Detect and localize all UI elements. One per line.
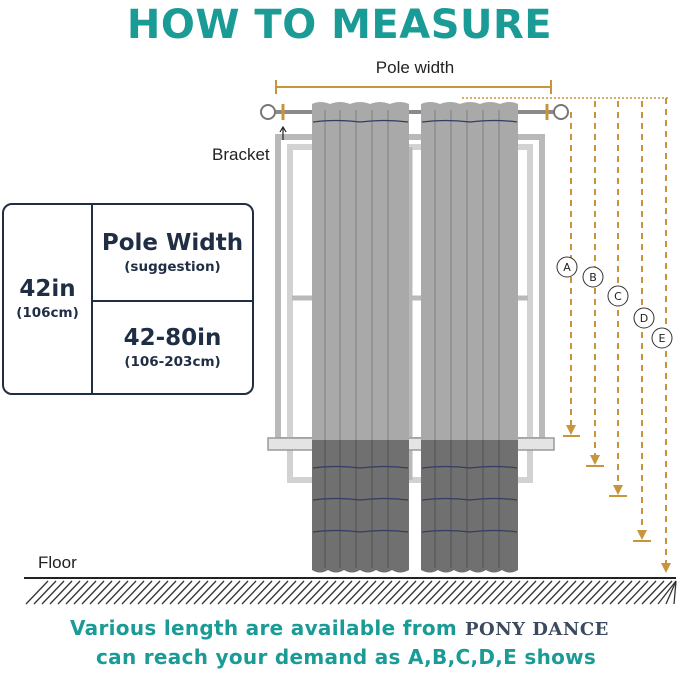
marker-c-label: C [614,290,622,303]
curtain-width-metric: (106cm) [16,305,79,321]
floor [24,578,676,604]
spec-cell-curtain-width [4,205,91,393]
spec-cell-pole-width-header [93,205,252,300]
marker-b-label: B [589,271,597,284]
marker-d-label: D [639,312,649,325]
right-curtain-panel [421,102,518,573]
page-title: HOW TO MEASURE [126,2,553,48]
rod-finial-left [261,105,275,119]
pole-width-heading: Pole Width [101,229,244,256]
left-curtain-panel [312,102,409,573]
pole-width-dimension [276,80,551,94]
marker-a-label: A [563,261,571,274]
brand-name: PONY DANCE [465,619,609,640]
marker-e-label: E [658,332,666,345]
curtain-width-value: 42in [19,276,76,302]
curtain-rod [261,104,568,120]
pole-width-suggestion: (suggestion) [124,258,221,275]
pole-width-range-metric: (106-203cm) [124,353,221,370]
footer-line-1: Various length are available from [70,616,458,640]
bracket-label: Bracket [212,145,270,164]
pole-width-range: 42-80in [123,324,222,351]
rod-finial-right [554,105,568,119]
footer-line-2: can reach your demand as A,B,C,D,E shows [96,645,597,669]
pole-width-label: Pole width [375,58,455,77]
spec-table [2,203,254,395]
floor-label: Floor [38,553,77,572]
spec-cell-pole-width-range [93,302,252,393]
